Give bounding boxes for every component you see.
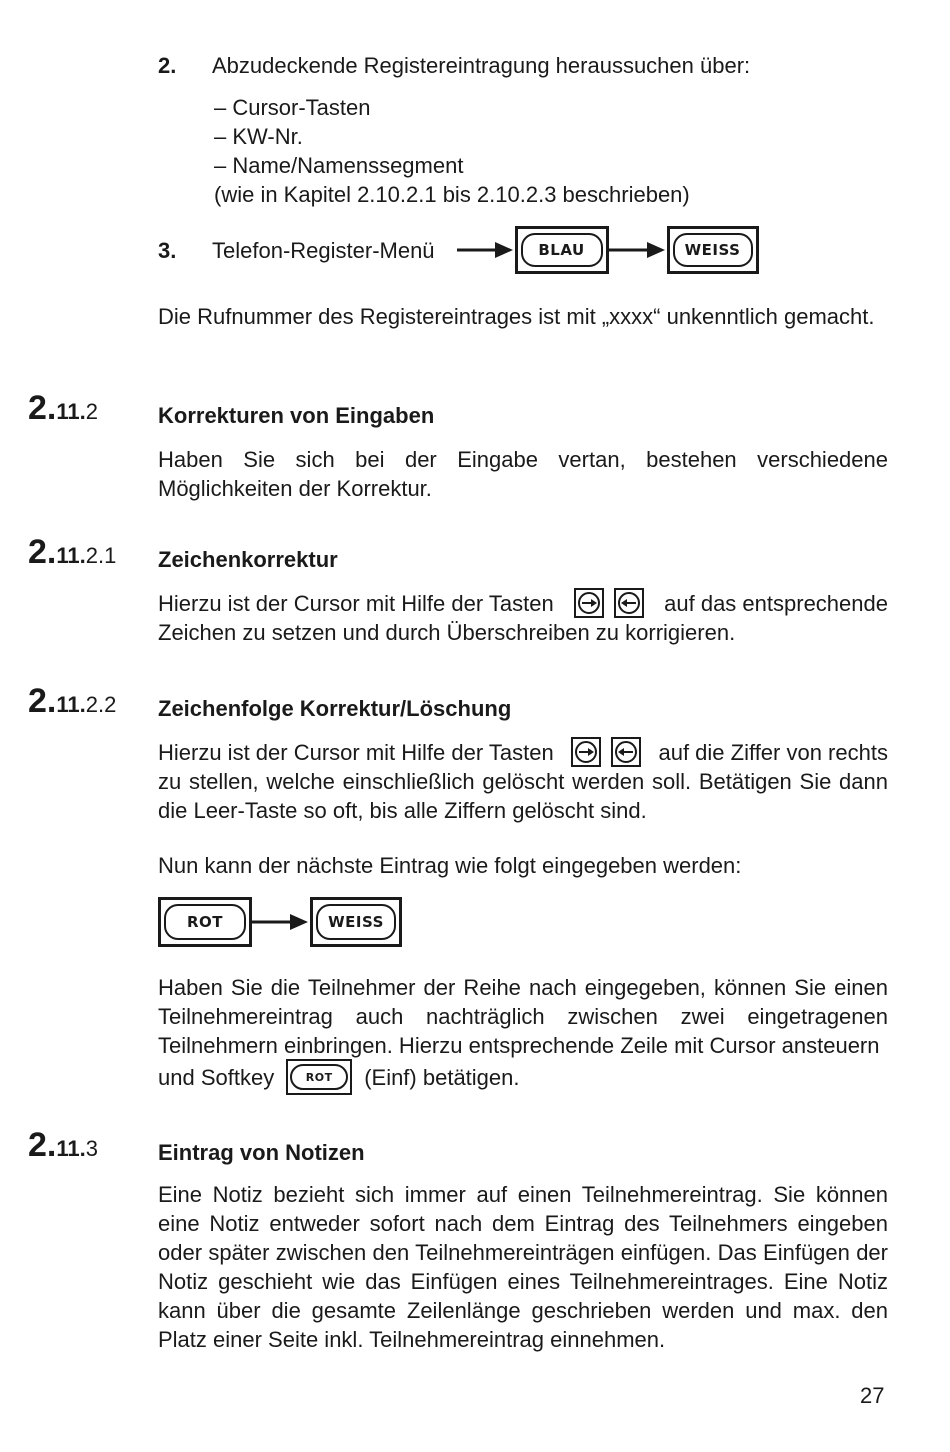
step-2-list xyxy=(214,93,690,209)
body-text: Zeichen zu setzen und durch Überschreiben zu korrigieren. xyxy=(158,620,736,645)
section-number xyxy=(28,389,98,427)
list-item: – KW-Nr. xyxy=(214,124,303,149)
cursor-keys xyxy=(574,588,644,618)
weiss-key-label: WEISS xyxy=(316,904,396,940)
step-number: 3. xyxy=(158,237,177,263)
list-item: – Name/Namenssegment xyxy=(214,153,464,178)
section-number-major: 2. xyxy=(28,533,57,571)
section-body: Haben Sie sich bei der Eingabe vertan, bestehen verschiedene Möglichkeiten der Korrektur. xyxy=(158,447,888,501)
step-note: (wie in Kapitel 2.10.2.1 bis 2.10.2.3 beschrieben) xyxy=(214,182,690,207)
section-title: Eintrag von Notizen xyxy=(158,1140,365,1165)
section-number-mid: 11. xyxy=(56,692,86,717)
step-text: Abzudeckende Registereintragung heraussuchen über: xyxy=(212,53,751,78)
rot-softkey-label: ROT xyxy=(290,1064,348,1090)
section-number-mid: 11. xyxy=(56,543,86,568)
body-text: zu stellen, welche einschließlich gelöscht werden soll. Betätigen Sie dann die Leer-Taste so oft, bis alle Ziffern gelöscht sind. xyxy=(158,769,888,823)
insert-entry-text: Haben Sie die Teilnehmer der Reihe nach eingegeben, können Sie einen Teilnehmereintrag auch nachträglich zwischen zwei eingetragenen Teilnehmern einbringen. Hierzu entsprechende Zeile mit Cursor ansteuern xyxy=(158,975,888,1058)
section-number xyxy=(28,682,117,720)
step-number: 2. xyxy=(158,53,177,78)
next-entry-text: Nun kann der nächste Eintrag wie folgt eingegeben werden: xyxy=(158,853,742,878)
section-number-mid: 11. xyxy=(56,1136,86,1161)
step-2 xyxy=(158,51,750,80)
section-title: Korrekturen von Eingaben xyxy=(158,403,435,428)
section-body xyxy=(158,737,888,825)
softkey-line xyxy=(158,1059,520,1095)
rot-weiss-chain xyxy=(158,897,402,947)
section-title: Zeichenkorrektur xyxy=(158,547,338,572)
step-3 xyxy=(158,226,759,274)
cursor-left-key-icon[interactable] xyxy=(611,737,641,767)
weiss-key-label: WEISS xyxy=(673,233,753,267)
cursor-left-key-icon[interactable] xyxy=(614,588,644,618)
section-body xyxy=(158,588,888,647)
step-text: Telefon-Register-Menü xyxy=(212,237,435,263)
arrow-right-icon xyxy=(609,240,667,260)
body-text: und Softkey xyxy=(158,1064,275,1090)
list-item: – Cursor-Tasten xyxy=(214,95,371,120)
blau-key-label: BLAU xyxy=(521,233,603,267)
body-text: Hierzu ist der Cursor mit Hilfe der Tasten xyxy=(158,590,554,616)
masked-number-text: Die Rufnummer des Registereintrages ist mit „xxxx“ unkenntlich gemacht. xyxy=(158,304,875,329)
section-body: Eine Notiz bezieht sich immer auf einen Teilnehmereintrag. Sie können eine Notiz entweder sofort nach dem Eintrag des Teilnehmers eingeben oder später zwischen den Teilnehmereinträgen einfügen. Das Einfügen der Notiz geschieht wie das Einfügen eines Teilnehmereintrages. Eine Notiz kann über die gesamte Zeilenlänge geschrieben werden und max. den Platz einer Seite inkl. Teilnehmereintrag einnehmen. xyxy=(158,1182,888,1352)
section-number-minor: 2.2 xyxy=(85,692,117,717)
cursor-right-key-icon[interactable] xyxy=(571,737,601,767)
weiss-key[interactable] xyxy=(310,897,402,947)
body-text: (Einf) betätigen. xyxy=(364,1064,520,1090)
section-number-minor: 2.1 xyxy=(85,543,117,568)
body-text: Hierzu ist der Cursor mit Hilfe der Tasten xyxy=(158,739,554,765)
body-text: auf das entsprechende xyxy=(664,590,888,616)
section-title: Zeichenfolge Korrektur/Löschung xyxy=(158,696,512,721)
section-number-major: 2. xyxy=(28,1126,57,1164)
rot-key-label: ROT xyxy=(164,904,246,940)
arrow-right-icon xyxy=(252,912,310,932)
section-number-mid: 11. xyxy=(56,399,86,424)
cursor-keys xyxy=(571,737,641,767)
section-number-minor: 3 xyxy=(85,1136,98,1161)
section-number-major: 2. xyxy=(28,682,57,720)
section-number xyxy=(28,533,117,571)
section-number-major: 2. xyxy=(28,389,57,427)
body-text: auf die Ziffer von rechts xyxy=(658,739,888,765)
weiss-key[interactable] xyxy=(667,226,759,274)
page-number: 27 xyxy=(860,1383,885,1408)
rot-softkey[interactable] xyxy=(286,1059,352,1095)
cursor-right-key-icon[interactable] xyxy=(574,588,604,618)
arrow-right-icon xyxy=(455,240,515,260)
section-number xyxy=(28,1126,98,1164)
section-number-minor: 2 xyxy=(85,399,98,424)
blau-key[interactable] xyxy=(515,226,609,274)
rot-key[interactable] xyxy=(158,897,252,947)
